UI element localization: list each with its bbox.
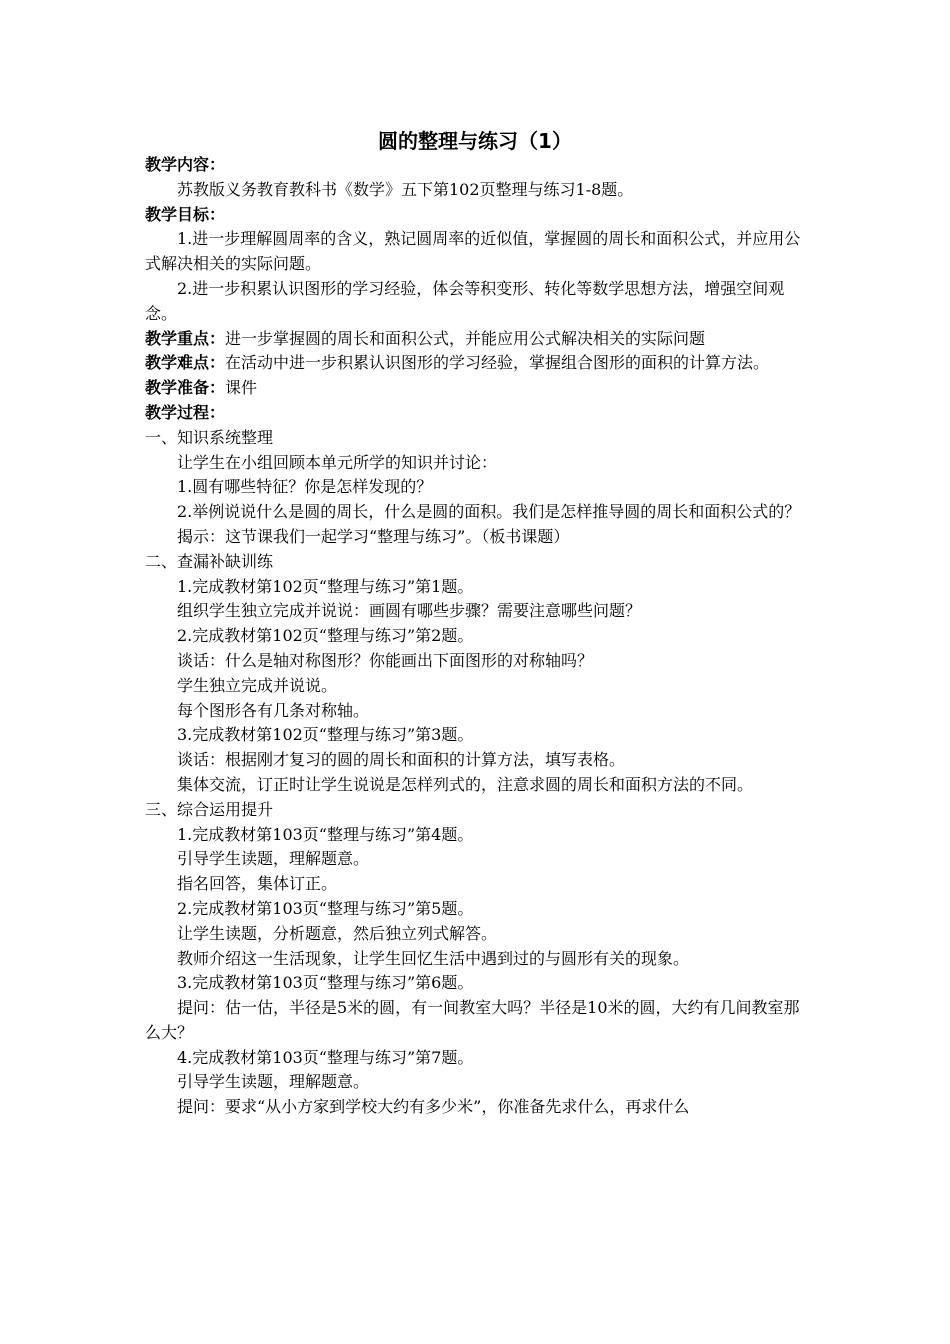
paragraph: 集体交流，订正时让学生说说是怎样列式的，注意求圆的周长和面积方法的不同。 — [177, 774, 754, 794]
paragraph: 3.完成教材第102页“整理与练习”第3题。 — [177, 725, 474, 745]
paragraph: 2.完成教材第102页“整理与练习”第2题。 — [177, 626, 474, 646]
paragraph: 让学生读题，分析题意，然后独立列式解答。 — [177, 923, 498, 943]
preparation — [145, 376, 815, 401]
paragraph: 教师介绍这一生活现象，让学生回忆生活中遇到过的与圆形有关的现象。 — [177, 948, 690, 968]
paragraph: 让学生在小组回顾本单元所学的知识并讨论： — [177, 452, 498, 472]
prep-text: 课件 — [225, 378, 258, 398]
difficulty-text: 在活动中进一步积累认识图形的学习经验，掌握组合图形的面积的计算方法。 — [225, 353, 770, 373]
paragraph: 指名回答，集体订正。 — [177, 874, 338, 894]
content-text: 苏教版义务教育教科书《数学》五下第102页整理与练习1-8题。 — [177, 179, 634, 199]
key-label: 教学重点： — [145, 328, 226, 348]
goal-1: 1.进一步理解圆周率的含义，熟记圆周率的近似值，掌握圆的周长和面积公式，并应用公式解决相关的实际问题。 — [145, 229, 801, 274]
paragraph: 3.完成教材第103页“整理与练习”第6题。 — [177, 973, 474, 993]
section-heading: 三、综合运用提升 — [145, 799, 274, 819]
paragraph: 学生独立完成并说说。 — [177, 675, 338, 695]
paragraph: 1.完成教材第103页“整理与练习”第4题。 — [177, 824, 474, 844]
paragraph: 谈话：什么是轴对称图形？你能画出下面图形的对称轴吗？ — [177, 650, 594, 670]
page-title: 圆的整理与练习（1） — [378, 129, 572, 153]
section-heading: 二、查漏补缺训练 — [145, 551, 274, 571]
paragraph: 提问：要求“从小方家到学校大约有多少米”，你准备先求什么，再求什么 — [177, 1097, 690, 1117]
paragraph: 2.完成教材第103页“整理与练习”第5题。 — [177, 898, 474, 918]
paragraph: 1.完成教材第102页“整理与练习”第1题。 — [177, 576, 474, 596]
paragraph: 引导学生读题，理解题意。 — [177, 1072, 370, 1092]
content-label: 教学内容： — [145, 155, 226, 174]
goal-2: 2.进一步积累认识图形的学习经验，体会等积变形、转化等数学思想方法，增强空间观念。 — [145, 278, 785, 323]
paragraph: 2.举例说说什么是圆的周长，什么是圆的面积。我们是怎样推导圆的周长和面积公式的？ — [177, 502, 801, 522]
document-body — [145, 153, 815, 1120]
paragraph: 提问：估一估，半径是5米的圆，有一间教室大吗？半径是10米的圆，大约有几间教室那么大？ — [145, 998, 800, 1042]
paragraph: 组织学生独立完成并说说：画圆有哪些步骤？需要注意哪些问题？ — [177, 601, 642, 621]
prep-label: 教学准备： — [145, 378, 226, 398]
section-heading: 一、知识系统整理 — [145, 427, 274, 447]
key-text: 进一步掌握圆的周长和面积公式，并能应用公式解决相关的实际问题 — [225, 328, 706, 348]
paragraph: 1.圆有哪些特征？你是怎样发现的？ — [177, 477, 433, 497]
paragraph: 揭示：这节课我们一起学习“整理与练习”。（板书课题） — [177, 526, 570, 546]
difficulty — [145, 351, 815, 376]
key-point — [145, 327, 815, 352]
paragraph: 谈话：根据刚才复习的圆的周长和面积的计算方法，填写表格。 — [177, 750, 626, 770]
difficulty-label: 教学难点： — [145, 353, 226, 373]
paragraph: 4.完成教材第103页“整理与练习”第7题。 — [177, 1047, 474, 1067]
paragraph: 每个图形各有几条对称轴。 — [177, 700, 370, 720]
process-label: 教学过程： — [145, 402, 226, 422]
goals-label: 教学目标： — [145, 204, 226, 224]
paragraph: 引导学生读题，理解题意。 — [177, 849, 370, 869]
